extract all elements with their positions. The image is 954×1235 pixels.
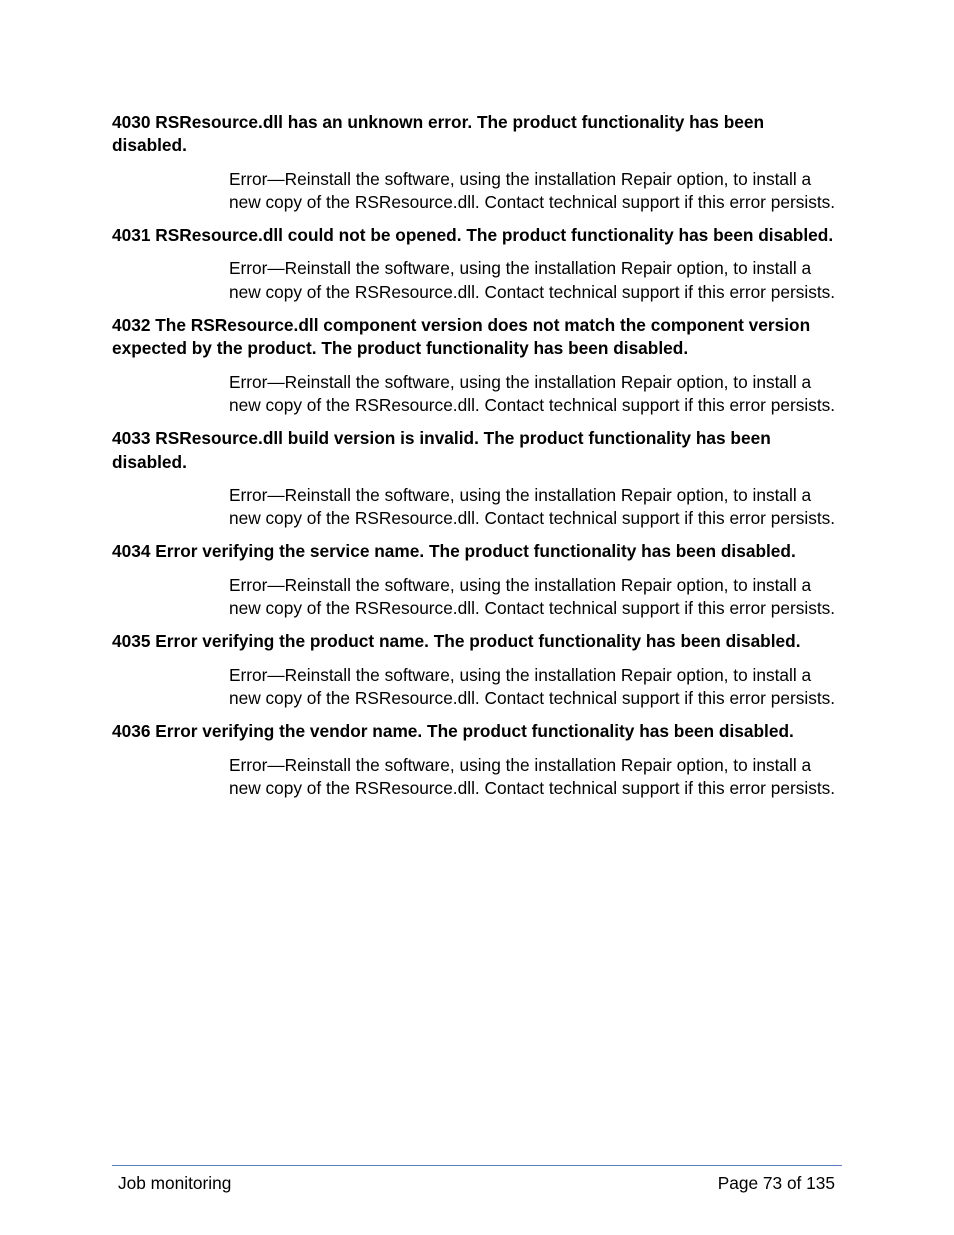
error-description: Error—Reinstall the software, using the installation Repair option, to install a new copy of the RSResource.dll. Contact technical support if this error persists. [229, 168, 836, 212]
error-heading: 4033 RSResource.dll build version is invalid. The product functionality has been disabled. [112, 428, 771, 472]
error-description: Error—Reinstall the software, using the installation Repair option, to install a new copy of the RSResource.dll. Contact technical support if this error persists. [229, 574, 836, 619]
error-entry-4031 [112, 224, 842, 304]
footer-section-title: Job monitoring [118, 1173, 232, 1193]
error-heading: 4035 Error verifying the product name. The product functionality has been disabled. [112, 631, 801, 652]
error-heading: 4036 Error verifying the vendor name. The product functionality has been disabled. [112, 721, 794, 742]
footer-divider [112, 1165, 842, 1166]
error-entry-4034 [112, 540, 842, 620]
error-description: Error—Reinstall the software, using the installation Repair option, to install a new copy of the RSResource.dll. Contact technical support if this error persists. [229, 754, 836, 798]
error-heading: 4031 RSResource.dll could not be opened. The product functionality has been disabled. [112, 225, 834, 246]
error-heading: 4030 RSResource.dll has an unknown error. The product functionality has been disabled. [112, 112, 765, 156]
footer-page-number: Page 73 of 135 [717, 1173, 835, 1193]
error-entry-4035 [112, 630, 842, 710]
error-description: Error—Reinstall the software, using the installation Repair option, to install a new copy of the RSResource.dll. Contact technical support if this error persists. [229, 258, 836, 302]
error-heading: 4034 Error verifying the service name. The product functionality has been disabled. [112, 541, 796, 562]
error-description: Error—Reinstall the software, using the installation Repair option, to install a new copy of the RSResource.dll. Contact technical support if this error persists. [229, 664, 836, 708]
error-entry-4036 [112, 720, 842, 800]
error-heading: 4032 The RSResource.dll component version does not match the component version expected by the product. The product functionality has been disabled. [112, 315, 811, 359]
error-entry-4032 [112, 314, 842, 417]
error-list [112, 111, 842, 810]
error-entry-4033 [112, 427, 842, 530]
error-description: Error—Reinstall the software, using the installation Repair option, to install a new copy of the RSResource.dll. Contact technical support if this error persists. [229, 371, 836, 415]
error-description: Error—Reinstall the software, using the installation Repair option, to install a new copy of the RSResource.dll. Contact technical support if this error persists. [229, 484, 836, 529]
error-entry-4030 [112, 111, 842, 214]
